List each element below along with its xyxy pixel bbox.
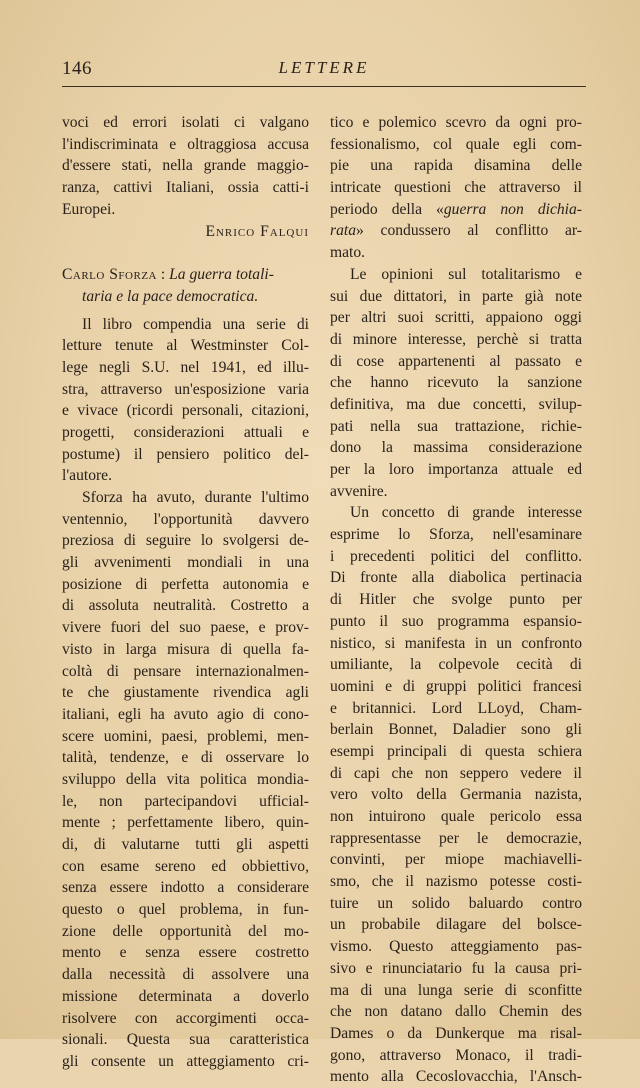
- text-line: Di fronte alla diabolica pertinacia: [330, 569, 582, 587]
- text-line: l'indiscriminata e oltraggiosa accusa: [62, 135, 309, 153]
- text-line: sionali. Questa sua caratteristica: [62, 1031, 309, 1049]
- text-line: posizione di perfetta autonomia e: [62, 575, 309, 593]
- running-title: LETTERE: [278, 58, 370, 77]
- text-line: zione delle opportunità del mo-: [62, 922, 309, 940]
- text-line: gono, attraverso Monaco, il tradi-: [330, 1046, 582, 1064]
- text-line: Un concetto di grande interesse: [350, 504, 582, 522]
- italic-phrase: guerra non dichia-: [443, 200, 582, 218]
- text-line: vismo. Questo atteggiamento pas-: [330, 938, 582, 956]
- text-line: esempi principali di questa schiera: [330, 742, 582, 760]
- text-line: esprime lo Sforza, nell'esaminare: [330, 526, 582, 544]
- text-line: sui due dittatori, in parte già note: [330, 287, 582, 305]
- spacer: [62, 243, 309, 264]
- text-line: di capi che non seppero vedere il: [330, 764, 582, 782]
- text-line: scere uomini, paesi, problemi, men-: [62, 727, 309, 745]
- text-line: rappresentasse per le democrazie,: [330, 829, 582, 847]
- text-line: umiliante, la colpevole cecità di: [330, 656, 582, 674]
- text-line: di Hitler che svolge punto per: [330, 591, 582, 609]
- intro-paragraph: [62, 112, 309, 220]
- text-line: ma di una lunga serie di sconfitte: [330, 981, 582, 999]
- text-line: per altri suoi scritti, appaiono oggi: [330, 309, 582, 327]
- text-line: nistico, si manifesta in un confronto: [330, 634, 582, 652]
- text-line: mento alla Cecoslovacchia, l'Ansch-: [330, 1068, 582, 1086]
- text-line: risolvere con accorgimenti occa-: [62, 1009, 309, 1027]
- text-line: missione determinata a doverlo: [62, 987, 309, 1005]
- text-line: pie una rapida disamina delle: [330, 157, 582, 175]
- author-signature: Enrico Falqui: [205, 223, 309, 241]
- text-line-italic: rata» condussero al conflitto ar-: [330, 222, 582, 240]
- text-line: berlain Bonnet, Daladier sono gli: [330, 721, 582, 739]
- text-line: che hanno ricevuto la sanzione: [330, 374, 582, 392]
- text-line: intricate questioni che attraverso il: [330, 179, 582, 197]
- text-line: sviluppo della vita politica mondia-: [62, 770, 309, 788]
- text-line: vivere fuori del suo paese, e prov-: [62, 619, 309, 637]
- review-author: Carlo Sforza: [62, 266, 157, 284]
- text-line: postume) il pensiero politico del-: [62, 445, 309, 463]
- review-body-left: [62, 314, 309, 1073]
- text-line: lege negli S.U. nel 1941, ed illu-: [62, 358, 309, 376]
- text-line: i precedenti politici del conflitto.: [330, 547, 582, 565]
- text-line: gli avvenimenti mondiali in una: [62, 554, 309, 572]
- text-line: Il libro compendia una serie di: [82, 315, 309, 333]
- text-line: convinti, per miope machiavelli-: [330, 851, 582, 869]
- text-line: visto in larga misura di quella fa-: [62, 640, 309, 658]
- text-line: le, non partecipandovi ufficial-: [62, 792, 309, 810]
- text-line: coltà di pensare internazionalmen-: [62, 662, 309, 680]
- page-header: [62, 56, 586, 87]
- text-line: Sforza ha avuto, durante l'ultimo: [82, 489, 309, 506]
- text-line: mente ; perfettamente libero, quin-: [62, 814, 309, 832]
- text-line: definitiva, ma due concetti, svilup-: [330, 395, 582, 413]
- text-line: con esame sereno ed obbiettivo,: [62, 857, 309, 875]
- right-column: [330, 112, 582, 1088]
- text-line: non intuirono quale pericolo essa: [330, 808, 582, 825]
- text-line: questo o quel problema, in fun-: [62, 901, 309, 919]
- text-line: di assoluta neutralità. Costretto a: [62, 597, 309, 615]
- text-line: di, di valutarne tutti gli aspetti: [62, 836, 309, 853]
- text-line: sivo e rinunciatario fu la causa pri-: [330, 959, 582, 977]
- text-line: che non datano dallo Chemin des: [330, 1003, 582, 1021]
- text-line: avvenire.: [330, 482, 388, 500]
- text-line: uomini e di gruppi politici francesi: [330, 677, 582, 695]
- text-line: ranza, cattivi Italiani, ossia catti-i: [62, 179, 309, 197]
- text-line: letture tenute al Westminster Col-: [62, 337, 309, 355]
- text-line: Europei.: [62, 200, 116, 218]
- text-line: d'essere stati, nella grande maggio-: [62, 157, 309, 175]
- text-line: un probabile dilagare del bolsce-: [330, 916, 582, 934]
- text-line-italic: periodo della «guerra non dichia-: [330, 200, 582, 218]
- italic-phrase-end: rata: [330, 222, 356, 240]
- text-line: Dames o da Dunkerque ma risal-: [330, 1024, 582, 1042]
- text-line: italiani, egli ha avuto agio di cono-: [62, 705, 309, 723]
- text-line: l'autore.: [62, 467, 113, 485]
- text-line: dalla necessità di assolvere una: [62, 966, 309, 984]
- text-line: smo, che il nazismo potesse costi-: [330, 873, 582, 891]
- text-line: fessionalismo, col quale egli com-: [330, 135, 582, 153]
- text-line: te che giustamente rivendica agli: [62, 684, 309, 702]
- review-heading: [62, 264, 309, 307]
- review-title-cont: taria e la pace democratica.: [82, 287, 259, 305]
- text-line: voci ed errori isolati ci valgano: [62, 114, 309, 131]
- text-line: gli consente un atteggiamento cri-: [62, 1052, 309, 1070]
- text-line: per la loro importanza attuale ed: [330, 461, 582, 478]
- text-line: stra, attraverso un'esposizione varia: [62, 380, 309, 398]
- page-number: 146: [62, 58, 92, 79]
- review-separator: :: [156, 266, 170, 284]
- text-line: pati nella sua trattazione, richie-: [330, 417, 582, 435]
- text-line: talità, tendenze, e di osservare lo: [62, 749, 309, 767]
- text-line: di cose appartenenti al passato e: [330, 352, 582, 370]
- text-line: e vivace (ricordi personali, citazioni,: [62, 402, 309, 420]
- text-line: vero volto della Germania nazista,: [330, 786, 582, 804]
- text-line: mato.: [330, 244, 366, 262]
- text-line: dono la massima considerazione: [330, 439, 582, 457]
- text-line: Le opinioni sul totalitarismo e: [350, 265, 582, 283]
- text-line: preziosa di seguire lo svolgersi de-: [62, 532, 309, 550]
- text-line: tuire un solido baluardo contro: [330, 894, 582, 912]
- text-line: di minore interesse, perchè si tratta: [330, 330, 582, 348]
- text-line: tico e polemico scevro da ogni pro-: [330, 114, 582, 131]
- text-line: e britannici. Lord LLoyd, Cham-: [330, 699, 582, 717]
- text-line: ventennio, l'opportunità davvero: [62, 510, 309, 528]
- text-line: mento e senza essere costretto: [62, 944, 309, 962]
- left-column: [62, 112, 309, 1073]
- text-line: senza essere indotto a considerare: [62, 879, 309, 897]
- text-line: progetti, considerazioni attuali e: [62, 423, 309, 441]
- text-line: punto il suo programma espansio-: [330, 612, 582, 630]
- review-title: La guerra totali-: [169, 266, 274, 284]
